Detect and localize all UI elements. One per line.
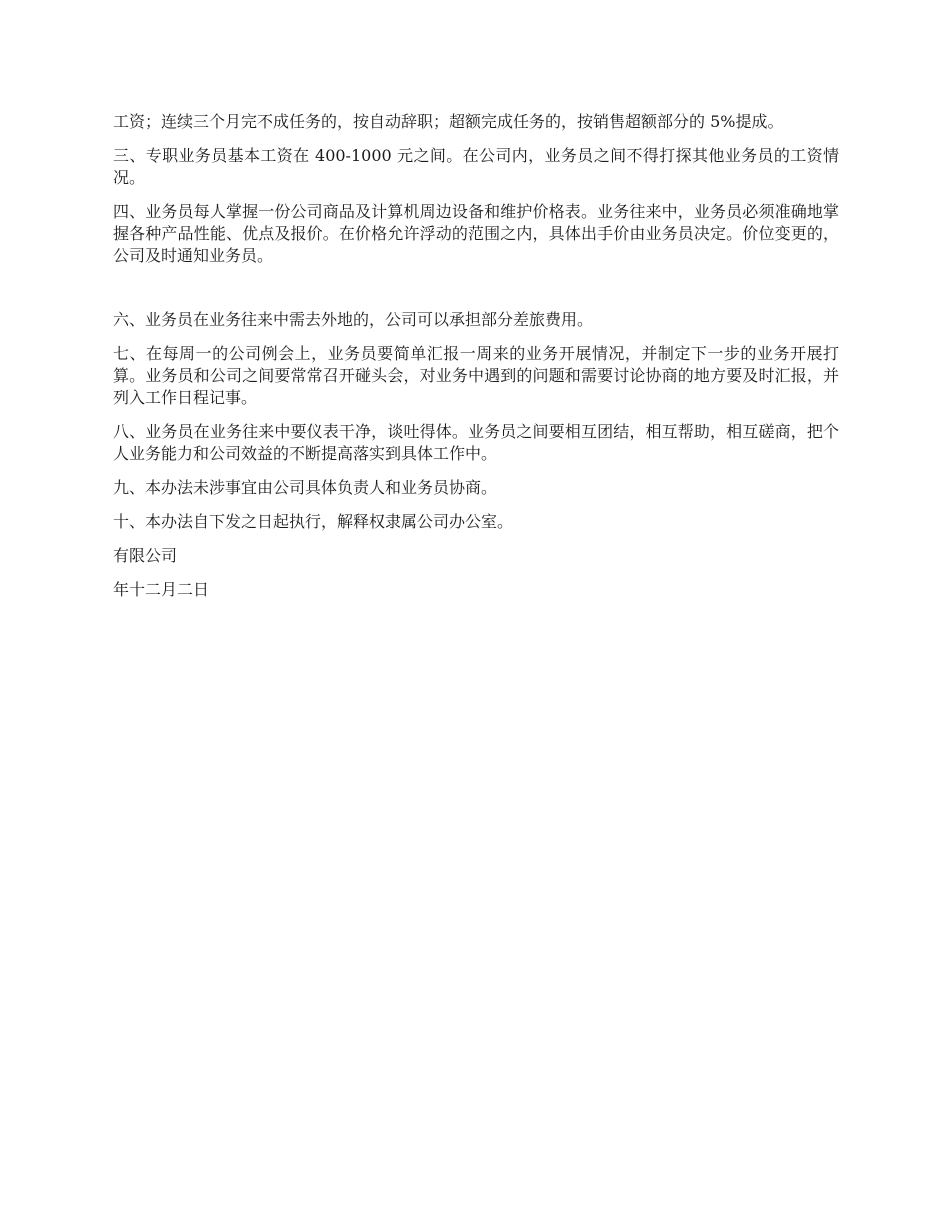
paragraph-6-travel-expenses: 六、业务员在业务往来中需去外地的，公司可以承担部分差旅费用。 <box>113 310 594 329</box>
paragraph-8-conduct: 八、业务员在业务往来中要仪表干净，谈吐得体。业务员之间要相互团结，相互帮助，相互磋商，把个人业务能力和公司效益的不断提高落实到具体工作中。 <box>113 422 839 463</box>
paragraph-4-price-list: 四、业务员每人掌握一份公司商品及计算机周边设备和维护价格表。业务往来中，业务员必须准确地掌握各种产品性能、优点及报价。在价格允许浮动的范围之内，具体出手价由业务员决定。价位变更的，公司及时通知业务员。 <box>113 202 839 265</box>
document-page <box>113 111 839 613</box>
blank-gap <box>113 279 839 309</box>
paragraph-9-other-matters: 九、本办法未涉事宜由公司具体负责人和业务员协商。 <box>113 478 498 497</box>
paragraph-10-effective-date: 十、本办法自下发之日起执行，解释权隶属公司办公室。 <box>113 512 514 531</box>
signature-date: 年十二月二日 <box>113 580 210 599</box>
paragraph-3-base-salary: 三、专职业务员基本工资在 400-1000 元之间。在公司内，业务员之间不得打探其他业务员的工资情况。 <box>113 146 839 187</box>
paragraph-7-weekly-meeting: 七、在每周一的公司例会上，业务员要简单汇报一周来的业务开展情况，并制定下一步的业务开展打算。业务员和公司之间要常常召开碰头会，对业务中遇到的问题和需要讨论协商的地方要及时汇报，并列入工作日程记事。 <box>113 344 839 407</box>
paragraph-salary-continued: 工资；连续三个月完不成任务的，按自动辞职；超额完成任务的，按销售超额部分的 5%提成。 <box>113 112 784 131</box>
signature-company: 有限公司 <box>113 546 178 565</box>
